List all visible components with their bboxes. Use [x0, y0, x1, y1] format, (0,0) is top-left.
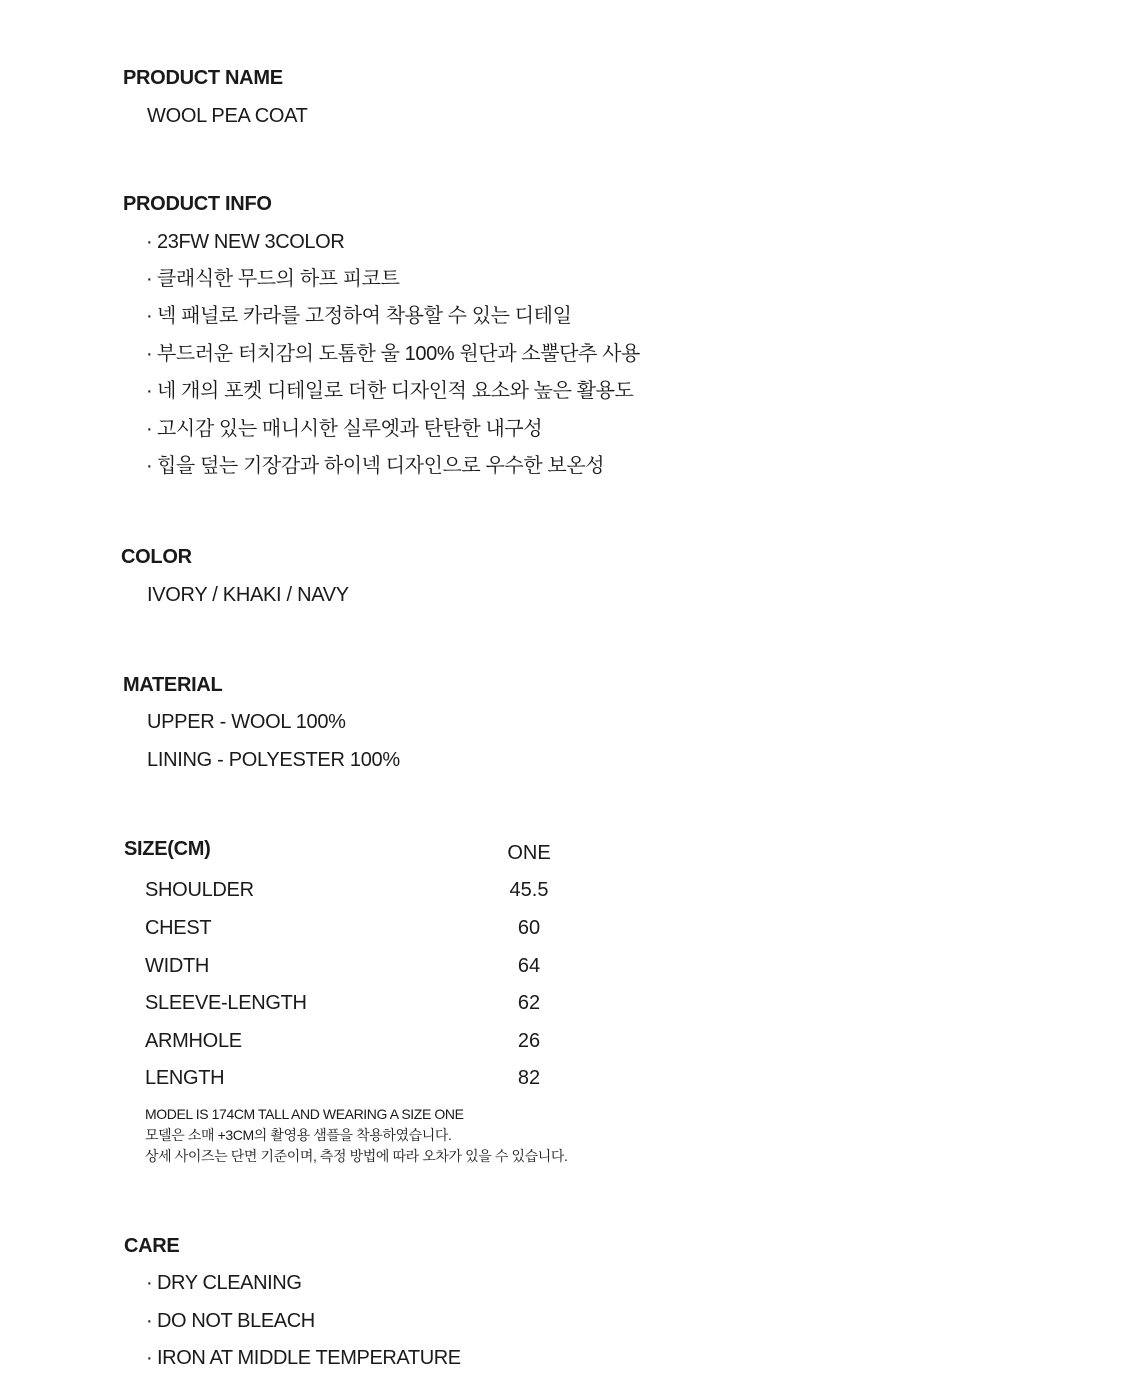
- size-row-value: 60: [517, 917, 541, 939]
- product-name-heading: PRODUCT NAME: [123, 67, 283, 89]
- size-row-label: WIDTH: [145, 955, 210, 977]
- size-row-label: CHEST: [145, 917, 212, 939]
- bullet-dot-icon: ·: [146, 380, 153, 402]
- color-heading: COLOR: [121, 546, 192, 568]
- product-info-item: · 클래식한 무드의 하프 피코트: [146, 268, 400, 290]
- material-item-upper: UPPER - WOOL 100%: [147, 711, 346, 733]
- product-info-item: · 23FW NEW 3COLOR: [146, 231, 345, 253]
- product-info-item: · 고시감 있는 매니시한 실루엣과 탄탄한 내구성: [146, 418, 543, 440]
- size-note-measurement: 상세 사이즈는 단면 기준이며, 측정 방법에 따라 오차가 있을 수 있습니다.: [145, 1148, 568, 1164]
- color-value: IVORY / KHAKI / NAVY: [147, 584, 349, 606]
- product-info-item: · 네 개의 포켓 디테일로 더한 디자인적 요소와 높은 활용도: [146, 380, 634, 402]
- size-row-label: SHOULDER: [145, 879, 254, 901]
- material-heading: MATERIAL: [123, 674, 223, 696]
- product-name-value: WOOL PEA COAT: [147, 105, 308, 127]
- bullet-dot-icon: ·: [146, 268, 153, 290]
- size-row-value: 64: [517, 955, 541, 977]
- bullet-dot-icon: ·: [146, 1347, 153, 1369]
- product-info-item: · 넥 패널로 카라를 고정하여 착용할 수 있는 디테일: [146, 305, 572, 327]
- bullet-dot-icon: ·: [146, 305, 153, 327]
- bullet-dot-icon: ·: [146, 418, 153, 440]
- material-item-lining: LINING - POLYESTER 100%: [147, 749, 400, 771]
- size-row-label: SLEEVE-LENGTH: [145, 992, 307, 1014]
- size-note-sample: 모델은 소매 +3CM의 촬영용 샘플을 착용하였습니다.: [145, 1127, 452, 1143]
- size-column-header: ONE: [507, 842, 551, 864]
- care-item: · DRY CLEANING: [146, 1272, 302, 1294]
- size-row-value: 45.5: [509, 879, 549, 901]
- size-heading: SIZE(CM): [124, 838, 211, 860]
- size-row-value: 62: [517, 992, 541, 1014]
- care-heading: CARE: [124, 1235, 180, 1257]
- bullet-dot-icon: ·: [146, 231, 153, 253]
- bullet-dot-icon: ·: [146, 1272, 153, 1294]
- size-row-value: 82: [517, 1067, 541, 1089]
- bullet-dot-icon: ·: [146, 343, 153, 365]
- bullet-dot-icon: ·: [146, 455, 153, 477]
- size-row-value: 26: [517, 1030, 541, 1052]
- care-item: · IRON AT MIDDLE TEMPERATURE: [146, 1347, 461, 1369]
- product-info-item: · 힙을 덮는 기장감과 하이넥 디자인으로 우수한 보온성: [146, 455, 605, 477]
- product-info-heading: PRODUCT INFO: [123, 193, 272, 215]
- product-info-item: · 부드러운 터치감의 도톰한 울 100% 원단과 소뿔단추 사용: [146, 343, 640, 365]
- care-item: · DO NOT BLEACH: [146, 1310, 315, 1332]
- size-row-label: LENGTH: [145, 1067, 225, 1089]
- bullet-dot-icon: ·: [146, 1310, 153, 1332]
- size-note-model: MODEL IS 174CM TALL AND WEARING A SIZE ONE: [145, 1106, 464, 1122]
- size-row-label: ARMHOLE: [145, 1030, 242, 1052]
